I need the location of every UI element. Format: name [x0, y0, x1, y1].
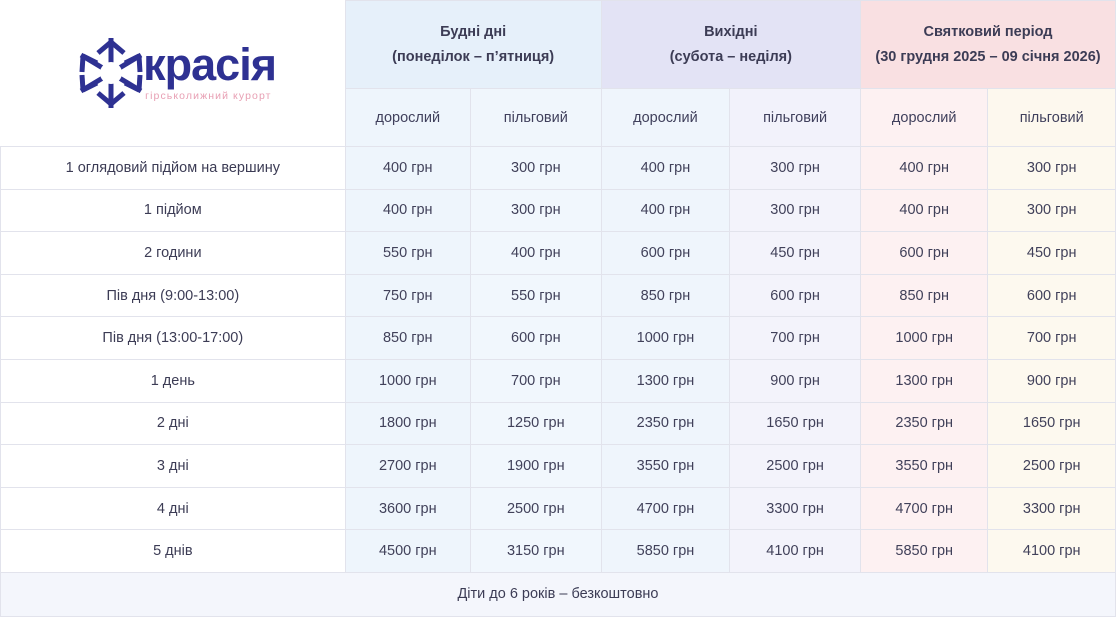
price-cell: 550 грн: [470, 274, 601, 317]
price-cell: 400 грн: [470, 232, 601, 275]
snowflake-icon: [75, 34, 147, 112]
price-cell: 300 грн: [470, 147, 601, 190]
table-row: [1, 232, 1116, 275]
row-label: 2 години: [1, 232, 346, 275]
price-cell: 1650 грн: [730, 402, 861, 445]
price-cell: 4100 грн: [988, 530, 1116, 573]
subheader-weekend-reduced: пільговий: [730, 89, 861, 147]
price-cell: 400 грн: [860, 147, 987, 190]
price-cell: 1650 грн: [988, 402, 1116, 445]
price-cell: 3550 грн: [860, 445, 987, 488]
price-cell: 450 грн: [988, 232, 1116, 275]
price-cell: 400 грн: [601, 189, 730, 232]
price-cell: 5850 грн: [860, 530, 987, 573]
group-header-weekend: [601, 1, 860, 89]
price-cell: 900 грн: [730, 359, 861, 402]
table-row: [1, 402, 1116, 445]
table-row: [1, 487, 1116, 530]
price-cell: 1900 грн: [470, 445, 601, 488]
logo-tagline: гірськолижний курорт: [145, 90, 272, 103]
price-cell: 600 грн: [988, 274, 1116, 317]
price-cell: 1300 грн: [601, 359, 730, 402]
price-cell: 3150 грн: [470, 530, 601, 573]
table-row: [1, 359, 1116, 402]
price-cell: 700 грн: [988, 317, 1116, 360]
price-cell: 1000 грн: [601, 317, 730, 360]
price-table-body: [1, 147, 1116, 617]
row-label: 5 днів: [1, 530, 346, 573]
group-header-weekday: [345, 1, 601, 89]
group-title-line2: (субота – неділя): [669, 48, 792, 65]
subheader-holiday-adult: дорослий: [860, 89, 987, 147]
table-row: [1, 445, 1116, 488]
price-cell: 1250 грн: [470, 402, 601, 445]
price-cell: 700 грн: [470, 359, 601, 402]
group-title-line1: Вихідні: [704, 23, 758, 40]
price-cell: 4700 грн: [860, 487, 987, 530]
price-cell: 600 грн: [601, 232, 730, 275]
price-cell: 2500 грн: [470, 487, 601, 530]
group-header-holiday: [860, 1, 1115, 89]
table-row: [1, 189, 1116, 232]
group-title-line1: Святковий період: [923, 23, 1053, 40]
price-cell: 900 грн: [988, 359, 1116, 402]
price-cell: 300 грн: [730, 147, 861, 190]
table-row: [1, 147, 1116, 190]
subheader-weekday-reduced: пільговий: [470, 89, 601, 147]
table-row: [1, 274, 1116, 317]
row-label: 2 дні: [1, 402, 346, 445]
row-label: 1 оглядовий підйом на вершину: [1, 147, 346, 190]
price-cell: 550 грн: [345, 232, 470, 275]
logo-cell: [1, 1, 346, 147]
price-cell: 600 грн: [730, 274, 861, 317]
logo-wordmark: красія: [143, 39, 276, 91]
table-row: [1, 317, 1116, 360]
price-cell: 4700 грн: [601, 487, 730, 530]
price-cell: 850 грн: [345, 317, 470, 360]
row-label: 4 дні: [1, 487, 346, 530]
group-title-line2: (понеділок – п’ятниця): [392, 48, 555, 65]
price-cell: 850 грн: [601, 274, 730, 317]
table-footer-row: [1, 572, 1116, 616]
subheader-holiday-reduced: пільговий: [988, 89, 1116, 147]
price-cell: 3600 грн: [345, 487, 470, 530]
price-cell: 300 грн: [730, 189, 861, 232]
group-title-line1: Будні дні: [440, 23, 507, 40]
subheader-weekend-adult: дорослий: [601, 89, 730, 147]
price-cell: 3300 грн: [988, 487, 1116, 530]
price-cell: 400 грн: [345, 147, 470, 190]
price-cell: 600 грн: [860, 232, 987, 275]
price-cell: 2350 грн: [601, 402, 730, 445]
price-cell: 1300 грн: [860, 359, 987, 402]
price-cell: 4500 грн: [345, 530, 470, 573]
price-cell: 1000 грн: [860, 317, 987, 360]
price-cell: 1000 грн: [345, 359, 470, 402]
price-cell: 850 грн: [860, 274, 987, 317]
price-cell: 2700 грн: [345, 445, 470, 488]
logo: [1, 34, 345, 112]
price-cell: 4100 грн: [730, 530, 861, 573]
header-group-row: [1, 1, 1116, 89]
price-cell: 300 грн: [470, 189, 601, 232]
price-cell: 2500 грн: [988, 445, 1116, 488]
price-cell: 600 грн: [470, 317, 601, 360]
price-cell: 1800 грн: [345, 402, 470, 445]
price-cell: 2500 грн: [730, 445, 861, 488]
table-row: [1, 530, 1116, 573]
row-label: Пів дня (13:00-17:00): [1, 317, 346, 360]
row-label: 1 підйом: [1, 189, 346, 232]
row-label: 1 день: [1, 359, 346, 402]
price-cell: 400 грн: [601, 147, 730, 190]
price-cell: 450 грн: [730, 232, 861, 275]
price-cell: 2350 грн: [860, 402, 987, 445]
row-label: Пів дня (9:00-13:00): [1, 274, 346, 317]
price-cell: 400 грн: [345, 189, 470, 232]
price-cell: 300 грн: [988, 147, 1116, 190]
subheader-weekday-adult: дорослий: [345, 89, 470, 147]
price-cell: 400 грн: [860, 189, 987, 232]
group-title-line2: (30 грудня 2025 – 09 січня 2026): [875, 48, 1101, 65]
price-cell: 700 грн: [730, 317, 861, 360]
price-cell: 750 грн: [345, 274, 470, 317]
row-label: 3 дні: [1, 445, 346, 488]
price-cell: 3300 грн: [730, 487, 861, 530]
price-cell: 5850 грн: [601, 530, 730, 573]
price-cell: 3550 грн: [601, 445, 730, 488]
footer-note: Діти до 6 років – безкоштовно: [1, 572, 1116, 616]
price-cell: 300 грн: [988, 189, 1116, 232]
